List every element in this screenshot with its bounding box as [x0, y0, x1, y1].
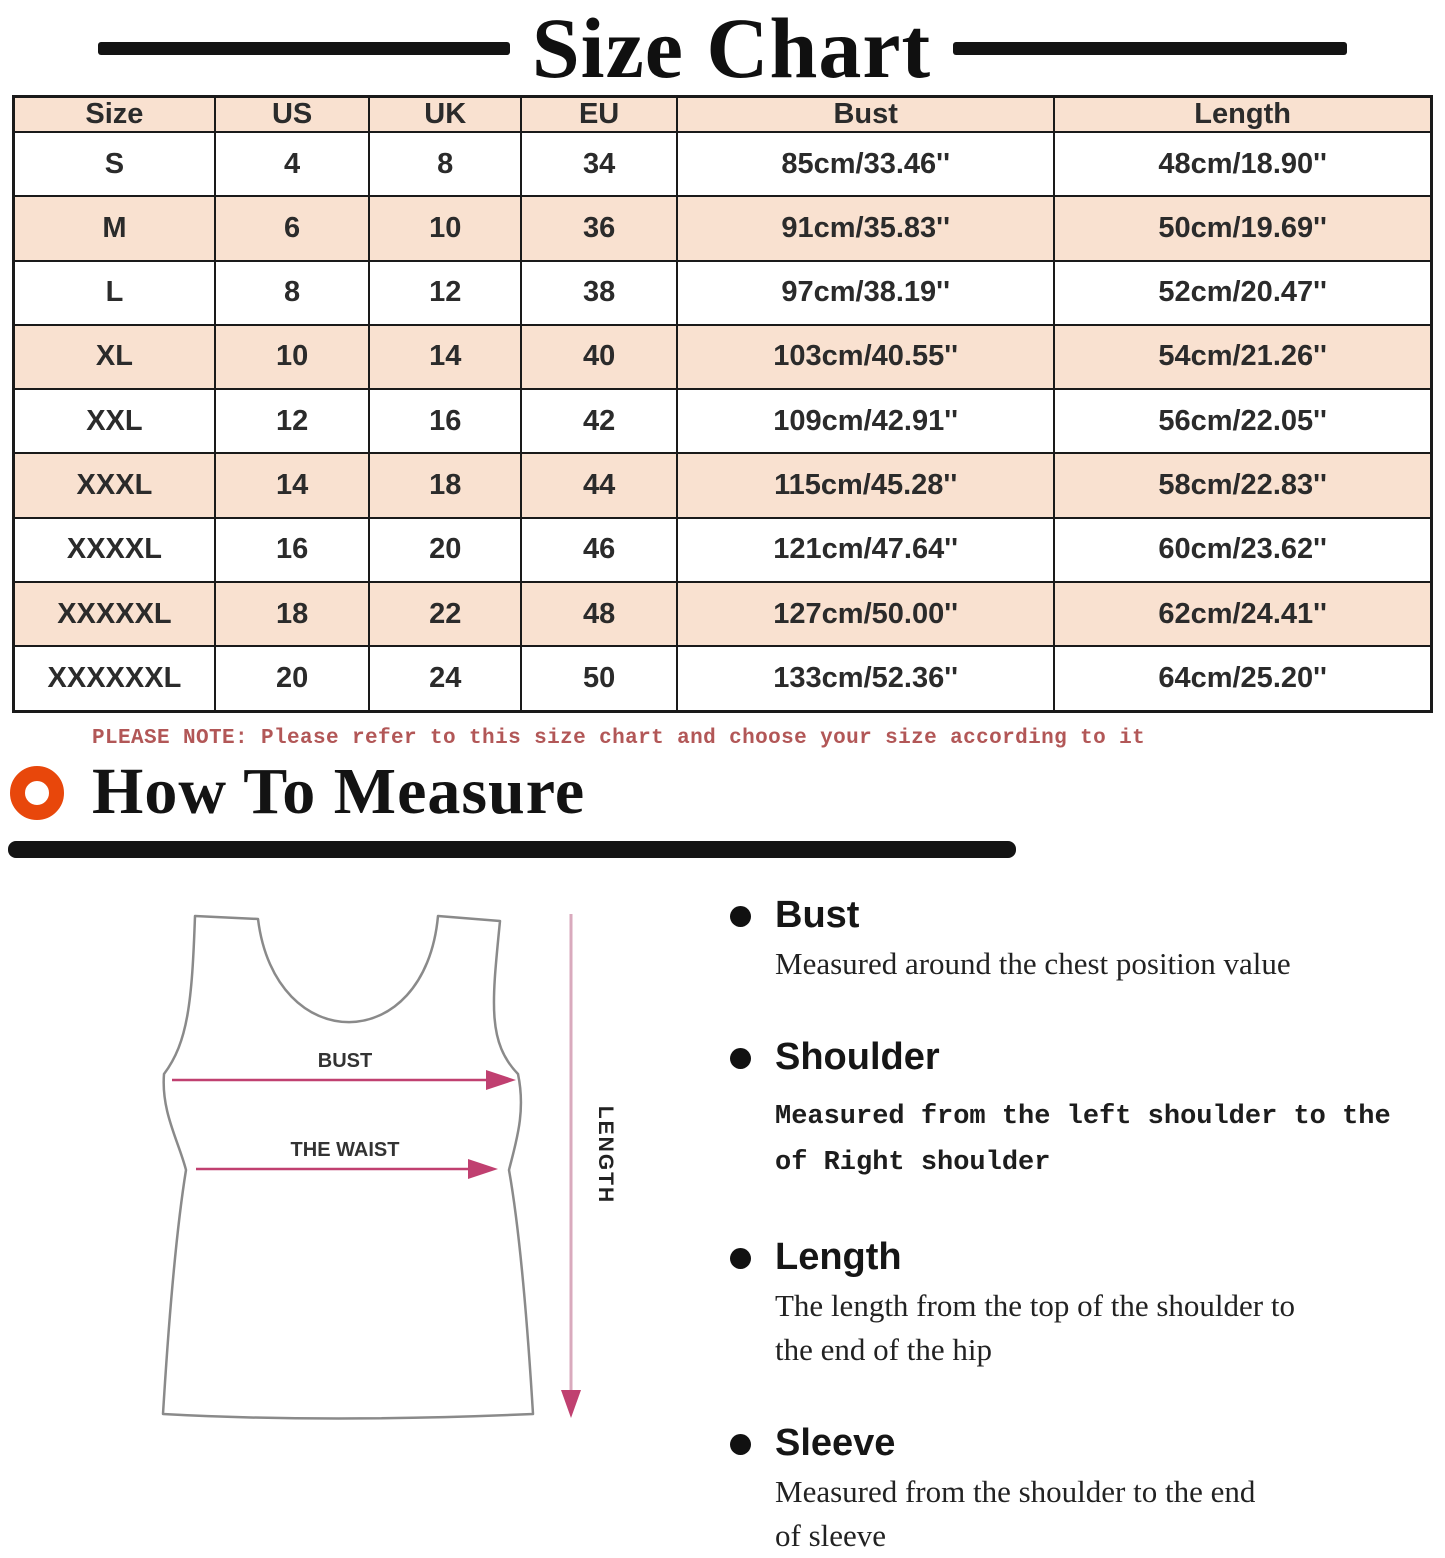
table-row [14, 646, 1432, 711]
cell: 14 [369, 325, 521, 389]
table-row [14, 196, 1432, 260]
cell: 58cm/22.83'' [1054, 453, 1431, 517]
table-header-row [14, 97, 1432, 133]
measure-item-description: Measured from the shoulder to the end of sleeve [775, 1474, 1256, 1553]
cell: 4 [215, 132, 370, 196]
cell: 40 [521, 325, 677, 389]
measure-item-description: The length from the top of the shoulder to the end of the hip [775, 1288, 1295, 1367]
cell: 46 [521, 518, 677, 582]
cell: 22 [369, 582, 521, 646]
bust-diagram-label: BUST [317, 1050, 373, 1072]
cell: 10 [369, 196, 521, 260]
cell: 54cm/21.26'' [1054, 325, 1431, 389]
how-to-measure-heading: How To Measure [92, 755, 586, 828]
cell: 85cm/33.46'' [677, 132, 1054, 196]
cell: 50 [521, 646, 677, 711]
column-header-uk: UK [369, 97, 521, 133]
orange-ring-icon [10, 766, 64, 820]
cell: 48 [521, 582, 677, 646]
column-header-eu: EU [521, 97, 677, 133]
measure-item-description: Measured from the left shoulder to the of Right shoulder [775, 1102, 1391, 1178]
column-header-length: Length [1054, 97, 1431, 133]
cell: XXXXXXL [14, 646, 215, 711]
column-header-bust: Bust [677, 97, 1054, 133]
measure-item-length [700, 1234, 1430, 1372]
cell: 8 [369, 132, 521, 196]
measure-item-label: Length [775, 1236, 902, 1278]
cell: 91cm/35.83'' [677, 196, 1054, 260]
cell: XXXXXL [14, 582, 215, 646]
cell: 42 [521, 389, 677, 453]
cell: 50cm/19.69'' [1054, 196, 1431, 260]
cell: 18 [215, 582, 370, 646]
length-diagram-label: LENGTH [594, 1105, 617, 1205]
cell: 115cm/45.28'' [677, 453, 1054, 517]
size-table-header [14, 97, 1432, 133]
title-rule-left [98, 42, 510, 55]
cell: L [14, 261, 215, 325]
table-row [14, 582, 1432, 646]
bullet-icon [730, 1248, 751, 1269]
size-table [12, 95, 1433, 713]
cell: 18 [369, 453, 521, 517]
cell: 6 [215, 196, 370, 260]
cell: 20 [215, 646, 370, 711]
title-rule-right [953, 42, 1347, 55]
tank-top-diagram [100, 862, 660, 1445]
cell: 16 [215, 518, 370, 582]
table-row [14, 325, 1432, 389]
please-note-text: PLEASE NOTE: Please refer to this size chart and choose your size according to it [92, 727, 1146, 750]
bullet-icon [730, 906, 751, 927]
measure-item-sleeve [700, 1420, 1430, 1558]
cell: 44 [521, 453, 677, 517]
length-arrowhead-icon [561, 1390, 581, 1418]
cell: XXXXL [14, 518, 215, 582]
page-title: Size Chart [531, 0, 932, 96]
cell: 109cm/42.91'' [677, 389, 1054, 453]
cell: 38 [521, 261, 677, 325]
cell: 48cm/18.90'' [1054, 132, 1431, 196]
cell: 10 [215, 325, 370, 389]
cell: XL [14, 325, 215, 389]
cell: 60cm/23.62'' [1054, 518, 1431, 582]
table-row [14, 132, 1432, 196]
cell: 62cm/24.41'' [1054, 582, 1431, 646]
measure-item-shoulder [700, 1034, 1430, 1186]
cell: 97cm/38.19'' [677, 261, 1054, 325]
measure-item-description: Measured around the chest position value [775, 946, 1291, 981]
cell: 8 [215, 261, 370, 325]
waist-diagram-label: THE WAIST [290, 1139, 400, 1161]
cell: 14 [215, 453, 370, 517]
cell: 34 [521, 132, 677, 196]
heading-underline [8, 841, 1016, 858]
cell: 103cm/40.55'' [677, 325, 1054, 389]
cell: XXXL [14, 453, 215, 517]
cell: 133cm/52.36'' [677, 646, 1054, 711]
cell: 127cm/50.00'' [677, 582, 1054, 646]
measure-item-bust [700, 892, 1430, 986]
cell: M [14, 196, 215, 260]
cell: 52cm/20.47'' [1054, 261, 1431, 325]
table-row [14, 453, 1432, 517]
cell: 16 [369, 389, 521, 453]
cell: 56cm/22.05'' [1054, 389, 1431, 453]
cell: 24 [369, 646, 521, 711]
cell: 20 [369, 518, 521, 582]
table-row [14, 261, 1432, 325]
cell: 36 [521, 196, 677, 260]
measure-item-label: Bust [775, 894, 860, 936]
cell: 121cm/47.64'' [677, 518, 1054, 582]
title-section [0, 0, 1445, 96]
bullet-icon [730, 1048, 751, 1069]
cell: XXL [14, 389, 215, 453]
bullet-icon [730, 1434, 751, 1455]
column-header-size: Size [14, 97, 215, 133]
cell: 12 [369, 261, 521, 325]
cell: 12 [215, 389, 370, 453]
table-row [14, 518, 1432, 582]
measure-item-label: Shoulder [775, 1036, 940, 1078]
column-header-us: US [215, 97, 370, 133]
measure-item-label: Sleeve [775, 1422, 896, 1464]
table-row [14, 389, 1432, 453]
cell: S [14, 132, 215, 196]
measure-list [700, 872, 1430, 1558]
cell: 64cm/25.20'' [1054, 646, 1431, 711]
